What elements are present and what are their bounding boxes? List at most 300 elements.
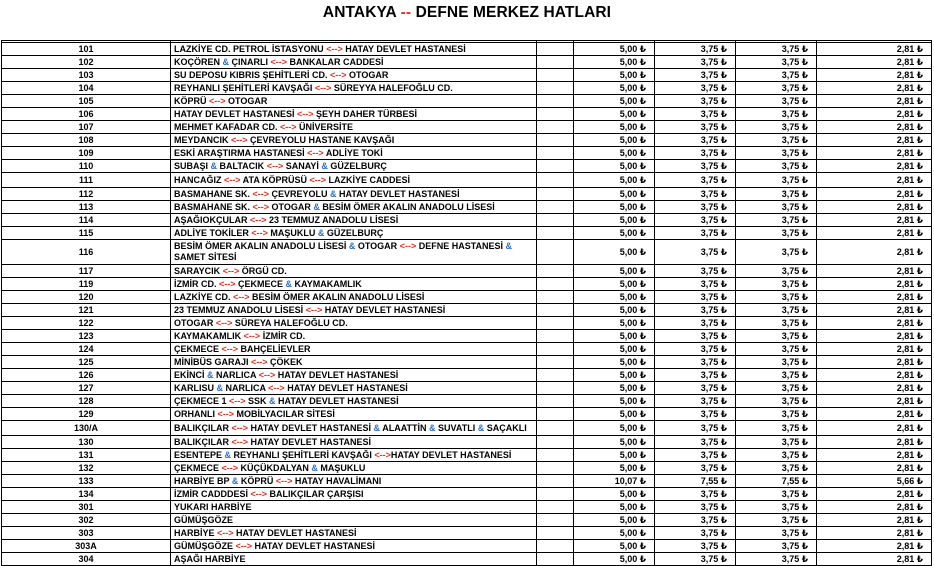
fare-teacher: 3,75 ₺: [736, 188, 817, 201]
empty-cell: [537, 421, 574, 436]
table-row: [2, 240, 932, 265]
fare-student: 3,75 ₺: [655, 160, 736, 173]
arrow-symbol: <-->: [275, 475, 293, 486]
route-number: 301: [2, 501, 171, 514]
fare-teacher: 3,75 ₺: [736, 108, 817, 121]
route-number: 119: [2, 278, 171, 291]
ampersand-symbol: &: [321, 160, 328, 171]
fare-table-body: [2, 41, 932, 566]
ampersand-symbol: &: [477, 422, 485, 433]
table-row: [2, 488, 932, 501]
fare-teacher: 3,75 ₺: [736, 121, 817, 134]
route-description: REYHANLI ŞEHİTLERİ KAVŞAĞI <--> SÜREYYA HALEFOĞLU CD.: [171, 82, 537, 95]
ampersand-symbol: &: [285, 278, 293, 289]
fare-student: 3,75 ₺: [655, 408, 736, 421]
fare-full: 5,00 ₺: [574, 343, 655, 356]
fare-student: 7,55 ₺: [655, 475, 736, 488]
title-part1: ANTAKYA: [322, 4, 397, 21]
route-number: 109: [2, 147, 171, 160]
empty-cell: [537, 56, 574, 69]
ampersand-symbol: &: [330, 188, 337, 199]
fare-student: 3,75 ₺: [655, 82, 736, 95]
fare-full: 5,00 ₺: [574, 214, 655, 227]
fare-student: 3,75 ₺: [655, 227, 736, 240]
route-number: 131: [2, 449, 171, 462]
empty-cell: [537, 173, 574, 188]
table-row: [2, 201, 932, 214]
arrow-symbol: <-->: [297, 108, 314, 119]
table-row: [2, 436, 932, 449]
fare-student: 3,75 ₺: [655, 240, 736, 265]
empty-cell: [537, 227, 574, 240]
fare-student: 3,75 ₺: [655, 343, 736, 356]
arrow-symbol: <-->: [280, 121, 297, 132]
fare-full: 5,00 ₺: [574, 108, 655, 121]
route-description: OTOGAR <--> SÜREYA HALEFOĞLU CD.: [171, 317, 537, 330]
arrow-symbol: <-->: [235, 540, 253, 551]
route-description: SUBAŞI & BALTACIK <--> SANAYİ & GÜZELBURÇ: [171, 160, 537, 173]
route-number: 130/A: [2, 421, 171, 436]
fare-student: 3,75 ₺: [655, 488, 736, 501]
fare-discount: 2,81 ₺: [817, 43, 932, 56]
fare-full: 5,00 ₺: [574, 540, 655, 553]
empty-cell: [537, 382, 574, 395]
route-number: 303A: [2, 540, 171, 553]
route-description: GÜMÜŞGÖZE <--> HATAY DEVLET HASTANESİ: [171, 540, 537, 553]
table-row: [2, 56, 932, 69]
fare-teacher: 3,75 ₺: [736, 514, 817, 527]
fare-full: 5,00 ₺: [574, 201, 655, 214]
fare-student: 3,75 ₺: [655, 382, 736, 395]
arrow-symbol: <-->: [231, 436, 249, 447]
empty-cell: [537, 95, 574, 108]
fare-student: 3,75 ₺: [655, 369, 736, 382]
arrow-symbol: <-->: [307, 147, 324, 158]
fare-student: 3,75 ₺: [655, 147, 736, 160]
fare-teacher: 3,75 ₺: [736, 343, 817, 356]
fare-discount: 2,81 ₺: [817, 527, 932, 540]
fare-teacher: 3,75 ₺: [736, 436, 817, 449]
title-separator: --: [400, 4, 412, 21]
empty-cell: [537, 69, 574, 82]
route-description: KARLISU & NARLICA <--> HATAY DEVLET HASTANESİ: [171, 382, 537, 395]
fare-discount: 2,81 ₺: [817, 330, 932, 343]
fare-teacher: 3,75 ₺: [736, 201, 817, 214]
table-row: [2, 278, 932, 291]
route-number: 105: [2, 95, 171, 108]
route-description: KAYMAKAMLIK <--> İZMİR CD.: [171, 330, 537, 343]
fare-student: 3,75 ₺: [655, 291, 736, 304]
fare-teacher: 3,75 ₺: [736, 291, 817, 304]
route-number: 115: [2, 227, 171, 240]
ampersand-symbol: &: [505, 241, 513, 251]
ampersand-symbol: &: [311, 462, 318, 473]
fare-full: 5,00 ₺: [574, 330, 655, 343]
arrow-symbol: <-->: [233, 291, 250, 302]
fare-full: 5,00 ₺: [574, 134, 655, 147]
table-row: [2, 214, 932, 227]
fare-teacher: 3,75 ₺: [736, 395, 817, 408]
fare-discount: 2,81 ₺: [817, 540, 932, 553]
route-description: MEYDANCIK <--> ÇEVREYOLU HASTANE KAVŞAĞI: [171, 134, 537, 147]
fare-teacher: 3,75 ₺: [736, 317, 817, 330]
table-row: [2, 527, 932, 540]
ampersand-symbol: &: [224, 449, 232, 460]
arrow-symbol: <-->: [231, 422, 249, 433]
route-description: ORHANLI <--> MOBİLYACILAR SİTESİ: [171, 408, 537, 421]
empty-cell: [537, 395, 574, 408]
table-row: [2, 540, 932, 553]
route-number: 122: [2, 317, 171, 330]
fare-student: 3,75 ₺: [655, 201, 736, 214]
arrow-symbol: <-->: [266, 160, 284, 171]
ampersand-symbol: &: [210, 160, 218, 171]
route-description: MEHMET KAFADAR CD. <--> ÜNİVERSİTE: [171, 121, 537, 134]
route-description: BASMAHANE SK. <--> ÇEVREYOLU & HATAY DEVLET HASTANESİ: [171, 188, 537, 201]
fare-full: 5,00 ₺: [574, 147, 655, 160]
arrow-symbol: <-->: [250, 214, 267, 225]
fare-discount: 2,81 ₺: [817, 304, 932, 317]
fare-teacher: 3,75 ₺: [736, 527, 817, 540]
route-description: ÇEKMECE <--> KÜÇÜKDALYAN & MAŞUKLU: [171, 462, 537, 475]
route-description: HATAY DEVLET HASTANESİ <--> ŞEYH DAHER TÜRBESİ: [171, 108, 537, 121]
empty-cell: [537, 488, 574, 501]
table-row: [2, 421, 932, 436]
arrow-symbol: <-->: [221, 462, 239, 473]
fare-teacher: 3,75 ₺: [736, 540, 817, 553]
fare-discount: 2,81 ₺: [817, 408, 932, 421]
empty-cell: [537, 147, 574, 160]
ampersand-symbol: &: [429, 422, 436, 433]
route-number: 114: [2, 214, 171, 227]
table-row: [2, 514, 932, 527]
fare-full: 5,00 ₺: [574, 56, 655, 69]
empty-cell: [537, 291, 574, 304]
table-row: [2, 462, 932, 475]
fare-discount: 2,81 ₺: [817, 121, 932, 134]
route-number: 107: [2, 121, 171, 134]
fare-teacher: 3,75 ₺: [736, 265, 817, 278]
route-description: ÇEKMECE 1 <--> SSK & HATAY DEVLET HASTANESİ: [171, 395, 537, 408]
fare-full: 5,00 ₺: [574, 188, 655, 201]
empty-cell: [537, 514, 574, 527]
fare-teacher: 3,75 ₺: [736, 421, 817, 436]
arrow-symbol: <-->: [252, 188, 270, 199]
fare-full: 5,00 ₺: [574, 553, 655, 566]
ampersand-symbol: &: [373, 422, 381, 433]
arrow-symbol: <-->: [250, 488, 268, 499]
fare-discount: 2,81 ₺: [817, 369, 932, 382]
fare-student: 3,75 ₺: [655, 330, 736, 343]
arrow-symbol: <-->: [330, 69, 347, 80]
fare-teacher: 3,75 ₺: [736, 330, 817, 343]
arrow-symbol: <-->: [399, 241, 417, 251]
empty-cell: [537, 317, 574, 330]
fare-student: 3,75 ₺: [655, 43, 736, 56]
empty-cell: [537, 408, 574, 421]
route-number: 104: [2, 82, 171, 95]
fare-full: 5,00 ₺: [574, 265, 655, 278]
empty-cell: [537, 527, 574, 540]
fare-discount: 2,81 ₺: [817, 134, 932, 147]
table-row: [2, 291, 932, 304]
fare-student: 3,75 ₺: [655, 527, 736, 540]
empty-cell: [537, 265, 574, 278]
fare-teacher: 3,75 ₺: [736, 240, 817, 265]
route-number: 123: [2, 330, 171, 343]
fare-student: 3,75 ₺: [655, 395, 736, 408]
route-description: MİNİBÜS GARAJI <--> ÇÖKEK: [171, 356, 537, 369]
arrow-symbol: <-->: [374, 449, 391, 460]
fare-student: 3,75 ₺: [655, 514, 736, 527]
table-row: [2, 95, 932, 108]
fare-student: 3,75 ₺: [655, 421, 736, 436]
table-row: [2, 43, 932, 56]
empty-cell: [537, 121, 574, 134]
empty-cell: [537, 369, 574, 382]
route-description: İZMİR CD. <--> ÇEKMECE & KAYMAKAMLIK: [171, 278, 537, 291]
table-row: [2, 449, 932, 462]
route-description: BALIKÇILAR <--> HATAY DEVLET HASTANESİ & ALAATTİN & SUVATLI & SAÇAKLI: [171, 421, 537, 436]
fare-full: 5,00 ₺: [574, 462, 655, 475]
fare-full: 5,00 ₺: [574, 527, 655, 540]
route-number: 112: [2, 188, 171, 201]
empty-cell: [537, 240, 574, 265]
route-number: 106: [2, 108, 171, 121]
arrow-symbol: <-->: [224, 174, 241, 185]
arrow-symbol: <-->: [258, 369, 276, 380]
empty-cell: [537, 82, 574, 95]
arrow-symbol: <-->: [243, 330, 261, 341]
route-description: SARAYCIK <--> ÖRGÜ CD.: [171, 265, 537, 278]
arrow-symbol: <-->: [252, 201, 270, 212]
fare-student: 3,75 ₺: [655, 121, 736, 134]
fare-teacher: 3,75 ₺: [736, 82, 817, 95]
fare-teacher: 3,75 ₺: [736, 69, 817, 82]
fare-full: 5,00 ₺: [574, 449, 655, 462]
route-description: 23 TEMMUZ ANADOLU LİSESİ <--> HATAY DEVLET HASTANESİ: [171, 304, 537, 317]
arrow-symbol: <-->: [209, 95, 226, 106]
table-row: [2, 227, 932, 240]
fare-student: 3,75 ₺: [655, 553, 736, 566]
fare-full: 5,00 ₺: [574, 304, 655, 317]
fare-discount: 5,66 ₺: [817, 475, 932, 488]
fare-full: 5,00 ₺: [574, 240, 655, 265]
route-description: YUKARI HARBİYE: [171, 501, 537, 514]
fare-teacher: 3,75 ₺: [736, 449, 817, 462]
table-row: [2, 382, 932, 395]
table-row: [2, 501, 932, 514]
fare-student: 3,75 ₺: [655, 265, 736, 278]
fare-student: 3,75 ₺: [655, 108, 736, 121]
empty-cell: [537, 134, 574, 147]
empty-cell: [537, 304, 574, 317]
fare-student: 3,75 ₺: [655, 56, 736, 69]
table-row: [2, 160, 932, 173]
empty-cell: [537, 356, 574, 369]
fare-full: 5,00 ₺: [574, 82, 655, 95]
fare-discount: 2,81 ₺: [817, 69, 932, 82]
title-part2: DEFNE MERKEZ HATLARI: [415, 4, 612, 21]
fare-full: 5,00 ₺: [574, 436, 655, 449]
fare-full: 5,00 ₺: [574, 69, 655, 82]
fare-full: 5,00 ₺: [574, 488, 655, 501]
route-number: 102: [2, 56, 171, 69]
arrow-symbol: <-->: [222, 265, 240, 276]
fare-teacher: 3,75 ₺: [736, 134, 817, 147]
fare-teacher: 3,75 ₺: [736, 56, 817, 69]
empty-cell: [537, 278, 574, 291]
route-description: AŞAĞIOKÇULAR <--> 23 TEMMUZ ANADOLU LİSESİ: [171, 214, 537, 227]
fare-discount: 2,81 ₺: [817, 265, 932, 278]
arrow-symbol: <-->: [219, 278, 236, 289]
table-row: [2, 108, 932, 121]
fare-discount: 2,81 ₺: [817, 173, 932, 188]
route-description: KOÇÖREN & ÇINARLI <--> BANKALAR CADDESİ: [171, 56, 537, 69]
fare-teacher: 3,75 ₺: [736, 553, 817, 566]
fare-full: 5,00 ₺: [574, 317, 655, 330]
table-row: [2, 173, 932, 188]
arrow-symbol: <-->: [217, 408, 235, 419]
fare-full: 5,00 ₺: [574, 421, 655, 436]
fare-discount: 2,81 ₺: [817, 160, 932, 173]
fare-teacher: 7,55 ₺: [736, 475, 817, 488]
fare-discount: 2,81 ₺: [817, 343, 932, 356]
empty-cell: [537, 475, 574, 488]
table-row: [2, 475, 932, 488]
fare-discount: 2,81 ₺: [817, 395, 932, 408]
fare-full: 5,00 ₺: [574, 514, 655, 527]
fare-teacher: 3,75 ₺: [736, 227, 817, 240]
table-row: [2, 121, 932, 134]
fare-student: 3,75 ₺: [655, 449, 736, 462]
fare-discount: 2,81 ₺: [817, 108, 932, 121]
fare-discount: 2,81 ₺: [817, 147, 932, 160]
route-description: ADLİYE TOKİLER <--> MAŞUKLU & GÜZELBURÇ: [171, 227, 537, 240]
route-description: ESENTEPE & REYHANLI ŞEHİTLERİ KAVŞAĞI <-->HATAY DEVLET HASTANESİ: [171, 449, 537, 462]
empty-cell: [537, 436, 574, 449]
route-number: 120: [2, 291, 171, 304]
empty-cell: [537, 214, 574, 227]
fare-full: 5,00 ₺: [574, 291, 655, 304]
arrow-symbol: <-->: [221, 343, 239, 354]
route-number: 113: [2, 201, 171, 214]
table-row: [2, 147, 932, 160]
arrow-symbol: <-->: [229, 395, 246, 406]
table-row: [2, 188, 932, 201]
empty-cell: [537, 501, 574, 514]
route-number: 128: [2, 395, 171, 408]
route-number: 101: [2, 43, 171, 56]
fare-discount: 2,81 ₺: [817, 449, 932, 462]
fare-teacher: 3,75 ₺: [736, 43, 817, 56]
page-title: [0, 4, 934, 22]
fare-teacher: 3,75 ₺: [736, 214, 817, 227]
route-number: 303: [2, 527, 171, 540]
fare-student: 3,75 ₺: [655, 540, 736, 553]
fare-full: 5,00 ₺: [574, 395, 655, 408]
ampersand-symbol: &: [222, 56, 230, 67]
arrow-symbol: <-->: [251, 227, 268, 238]
route-number: 127: [2, 382, 171, 395]
fare-teacher: 3,75 ₺: [736, 408, 817, 421]
fare-full: 5,00 ₺: [574, 95, 655, 108]
route-number: 110: [2, 160, 171, 173]
route-description: HARBİYE BP & KÖPRÜ <--> HATAY HAVALİMANI: [171, 475, 537, 488]
arrow-symbol: <-->: [215, 317, 233, 328]
route-number: 111: [2, 173, 171, 188]
fare-teacher: 3,75 ₺: [736, 160, 817, 173]
table-row: [2, 69, 932, 82]
table-row: [2, 82, 932, 95]
fare-student: 3,75 ₺: [655, 134, 736, 147]
fare-full: 5,00 ₺: [574, 501, 655, 514]
fare-discount: 2,81 ₺: [817, 278, 932, 291]
arrow-symbol: <-->: [309, 174, 327, 185]
table-row: [2, 265, 932, 278]
arrow-symbol: <-->: [231, 134, 248, 145]
table-row: [2, 369, 932, 382]
fare-discount: 2,81 ₺: [817, 421, 932, 436]
fare-student: 3,75 ₺: [655, 304, 736, 317]
empty-cell: [537, 343, 574, 356]
route-number: 117: [2, 265, 171, 278]
fare-teacher: 3,75 ₺: [736, 356, 817, 369]
table-row: [2, 134, 932, 147]
fare-teacher: 3,75 ₺: [736, 382, 817, 395]
route-number: 124: [2, 343, 171, 356]
arrow-symbol: <-->: [270, 56, 288, 67]
route-description: EKİNCİ & NARLICA <--> HATAY DEVLET HASTANESİ: [171, 369, 537, 382]
fare-student: 3,75 ₺: [655, 317, 736, 330]
route-description: BASMAHANE SK. <--> OTOGAR & BESİM ÖMER AKALIN ANADOLU LİSESİ: [171, 201, 537, 214]
fare-student: 3,75 ₺: [655, 278, 736, 291]
fare-discount: 2,81 ₺: [817, 501, 932, 514]
fare-student: 3,75 ₺: [655, 501, 736, 514]
fare-discount: 2,81 ₺: [817, 201, 932, 214]
fare-full: 5,00 ₺: [574, 382, 655, 395]
route-number: 108: [2, 134, 171, 147]
fare-student: 3,75 ₺: [655, 462, 736, 475]
empty-cell: [537, 462, 574, 475]
fare-full: 5,00 ₺: [574, 278, 655, 291]
fare-full: 5,00 ₺: [574, 121, 655, 134]
fare-discount: 2,81 ₺: [817, 82, 932, 95]
route-number: 133: [2, 475, 171, 488]
fare-discount: 2,81 ₺: [817, 436, 932, 449]
route-number: 103: [2, 69, 171, 82]
route-number: 130: [2, 436, 171, 449]
fare-discount: 2,81 ₺: [817, 553, 932, 566]
ampersand-symbol: &: [317, 227, 325, 238]
route-description: AŞAĞI HARBİYE: [171, 553, 537, 566]
table-row: [2, 395, 932, 408]
fare-full: 5,00 ₺: [574, 173, 655, 188]
fare-discount: 2,81 ₺: [817, 227, 932, 240]
route-number: 121: [2, 304, 171, 317]
ampersand-symbol: &: [231, 475, 239, 486]
fare-teacher: 3,75 ₺: [736, 95, 817, 108]
route-number: 132: [2, 462, 171, 475]
fare-student: 3,75 ₺: [655, 69, 736, 82]
fare-full: 10,07 ₺: [574, 475, 655, 488]
fare-teacher: 3,75 ₺: [736, 147, 817, 160]
fare-discount: 2,81 ₺: [817, 462, 932, 475]
fare-student: 3,75 ₺: [655, 356, 736, 369]
fare-discount: 2,81 ₺: [817, 382, 932, 395]
fare-discount: 2,81 ₺: [817, 188, 932, 201]
route-description: BALIKÇILAR <--> HATAY DEVLET HASTANESİ: [171, 436, 537, 449]
